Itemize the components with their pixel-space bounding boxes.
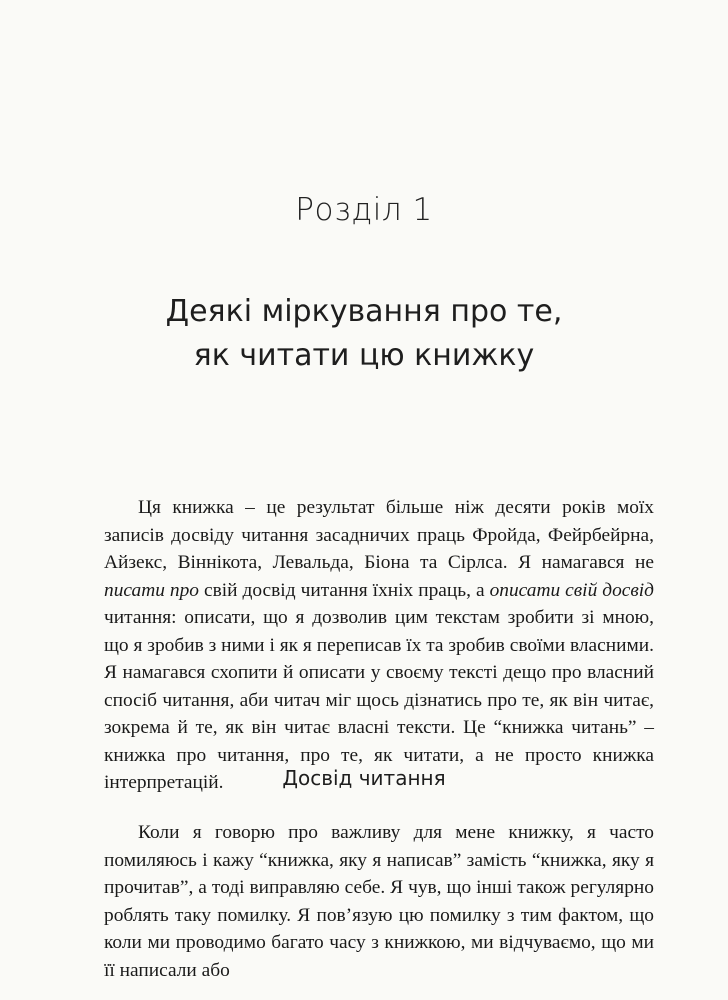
intro-text-part-2: свій досвід читання їхніх праць, а xyxy=(198,579,490,601)
section-heading: Досвід читання xyxy=(282,766,446,790)
chapter-title-line-2: як читати цю книжку xyxy=(193,338,535,373)
reading-experience-text: Коли я говорю про важливу для мене книжку, я часто помиляюсь і кажу “книжка, яку я написав” замість “книжка, яку я прочитав”, а тоді виправляю себе. Я чув, що інші також регулярно роблять таку помилку. Я пов’язую цю помилку з тим фактом, що коли ми проводимо багато часу з книжкою, ми відчуваємо, що ми її написали або xyxy=(104,822,654,981)
intro-emphasis-2: описати свій досвід xyxy=(489,579,654,601)
intro-emphasis-1: писати про xyxy=(104,579,199,601)
intro-paragraph xyxy=(104,494,654,797)
chapter-title xyxy=(0,290,728,378)
chapter-title-line-1: Деякі міркування про те, xyxy=(165,294,563,329)
reading-experience-paragraph xyxy=(104,819,654,984)
intro-text-part-3: читання: описати, що я дозволив цим текстам зробити зі мною, що я зробив з ними і як я переписав їх та зробив своїми власними. Я намагався схопити й описати у своєму тексті дещо про власний спосіб читання, аби читач міг щось дізнатись про те, як він читає, зокрема й те, як він читає власні тексти. Це “книжка читань” – книжка про читання, про те, як читати, а не просто книжка інтерпретацій. xyxy=(104,607,654,793)
chapter-label: Розділ 1 xyxy=(295,192,433,228)
intro-text-part-1: Ця книжка – це результат більше ніж десяти років моїх записів досвіду читання засадничих праць Фройда, Фейрбейрна, Айзекс, Віннікота, Левальда, Біона та Сірлса. Я намагався не xyxy=(104,497,654,573)
